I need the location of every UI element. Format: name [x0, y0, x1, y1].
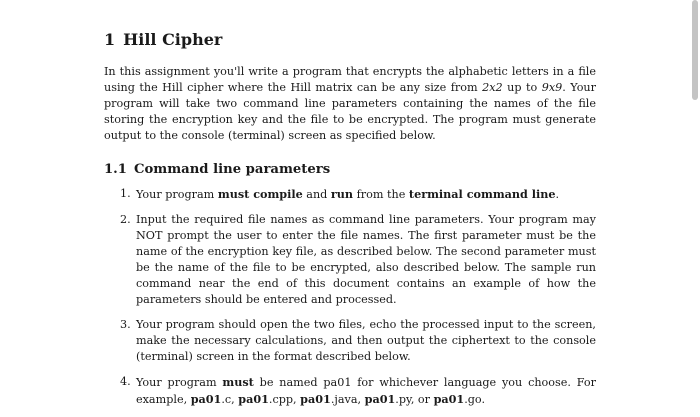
matrix-min-size: 2x2: [482, 81, 503, 94]
list-item: [104, 186, 596, 203]
subsection-title: Command line parameters: [133, 162, 331, 177]
list-item: [104, 317, 596, 365]
list-marker: 1.: [120, 187, 131, 200]
scrollbar-thumb[interactable]: [692, 0, 698, 100]
list-marker: 4.: [120, 375, 131, 388]
item-text: .cpp,: [268, 393, 301, 406]
item-text: .py, or: [395, 393, 434, 406]
item-text: .java,: [330, 393, 365, 406]
item-text: Your program: [136, 376, 223, 389]
list-marker: 2.: [120, 213, 131, 226]
item-bold-text: run: [330, 187, 354, 201]
filename-stem: pa01: [364, 392, 396, 406]
filename-stem: pa01: [190, 392, 222, 406]
vertical-scrollbar[interactable]: [690, 0, 700, 402]
filename-stem: pa01: [300, 392, 331, 406]
filename-stem: pa01: [433, 392, 465, 406]
intro-text: In this assignment you'll write a program that encrypts the alphabetic letters in a file using the Hill cipher where the Hill matrix can be any size from: [104, 65, 596, 94]
subsection-heading: [104, 162, 596, 177]
item-bold-text: must: [222, 375, 254, 389]
section-number: 1: [104, 30, 116, 49]
item-text: Input the required file names as command line parameters. Your program may NOT prompt the user to enter the file names. The first parameter must be the name of the encryption key file, as described below. The second parameter must be the name of the file to be encrypted, also described below. The sample run command near the end of this document contains an example of how the parameters should be entered and processed.: [136, 213, 596, 306]
item-text: .c,: [221, 393, 239, 406]
item-text: and: [302, 188, 331, 201]
item-text: from the: [353, 188, 409, 201]
section-title: Hill Cipher: [123, 30, 223, 49]
filename-stem: pa01: [238, 392, 269, 406]
item-text: .: [555, 188, 560, 201]
intro-text: . Your program will take two command line parameters containing the names of the file storing the encryption key and the file to be encrypted. The program must generate output to the console (terminal) screen as specified below.: [104, 81, 596, 142]
intro-text: up to: [502, 81, 542, 94]
list-item: [104, 212, 596, 308]
item-bold-text: terminal command line: [408, 187, 556, 201]
intro-paragraph: [104, 64, 596, 144]
requirements-list: [104, 186, 596, 408]
list-item: [104, 374, 596, 408]
matrix-max-size: 9x9: [541, 81, 563, 94]
item-text: .go.: [464, 393, 486, 406]
item-bold-text: must compile: [217, 187, 303, 201]
item-text: Your program should open the two files, echo the processed input to the screen, make the necessary calculations, and then output the ciphertext to the console (terminal) screen in the format described below.: [136, 318, 596, 363]
item-text: be named pa01 for whichever language you choose. For example,: [136, 376, 596, 406]
section-heading: [104, 30, 596, 49]
item-text: Your program: [136, 188, 218, 201]
document-content: [104, 30, 596, 417]
list-marker: 3.: [120, 318, 131, 331]
subsection-number: 1.1: [104, 162, 127, 177]
